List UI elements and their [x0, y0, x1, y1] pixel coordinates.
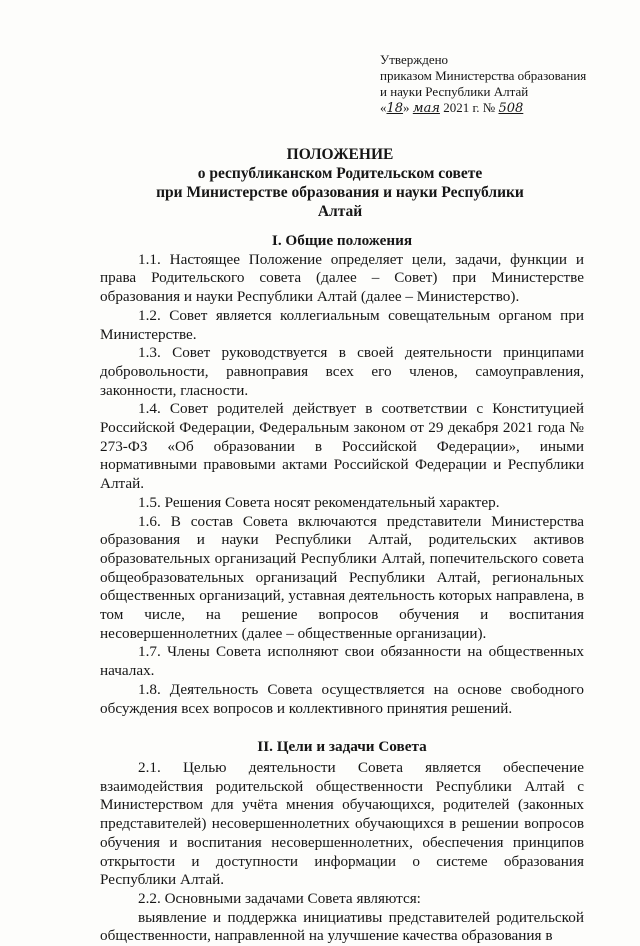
paragraph-1-8: 1.8. Деятельность Совета осуществляется на основе свободного обсуждения всех вопросов и коллективного принятия решений. — [100, 680, 584, 717]
date-quote-open: « — [380, 100, 387, 115]
paragraph-1-7: 1.7. Члены Совета исполняют свои обязанности на общественных началах. — [100, 643, 584, 680]
approval-stamp — [380, 52, 586, 117]
paragraph-1-5: 1.5. Решения Совета носят рекомендательный характер. — [138, 493, 500, 511]
document-title — [100, 145, 580, 221]
date-month-handwritten: мая — [412, 101, 440, 116]
approval-line-3: и науки Республики Алтай — [380, 84, 529, 99]
title-line-3: при Министерстве образования и науки Республики — [156, 184, 524, 201]
document-body — [100, 232, 584, 946]
date-quote-close: » — [403, 100, 410, 115]
approval-date-line — [380, 100, 586, 117]
approval-line-2: приказом Министерства образования — [380, 68, 587, 83]
order-number-handwritten: 508 — [498, 101, 524, 116]
paragraph-2-2: 2.2. Основными задачами Совета являются: — [138, 889, 421, 907]
paragraph-2-3: выявление и поддержка инициативы представителей родительской общественности, направленной на улучшение качества образования в — [100, 908, 584, 945]
date-day-handwritten: 18 — [386, 101, 404, 116]
paragraph-2-1: 2.1. Целью деятельности Совета является обеспечение взаимодействия родительской общественности Республики Алтай с Министерством для учёта мнения обучающихся, родителей (законных представителей) несовершеннолетних обучающихся в решении вопросов обучения и воспитания несовершеннолетних, обеспечения принципов открытости и доступности информации о системе образования Республики Алтай. — [100, 758, 584, 889]
title-line-4: Алтай — [317, 203, 363, 220]
paragraph-1-1: 1.1. Настоящее Положение определяет цели, задачи, функции и права Родительского совета (далее – Совет) при Министерстве образования и науки Республики Алтай (далее – Министерство). — [100, 250, 584, 306]
date-year: 2021 г. № — [443, 100, 496, 115]
title-line-1: ПОЛОЖЕНИЕ — [286, 146, 394, 163]
paragraph-1-4: 1.4. Совет родителей действует в соответствии с Конституцией Российской Федерации, Федеральным законом от 29 декабря 2021 года № 273-ФЗ «Об образовании в Российской Федерации», иными нормативными правовыми актами Российской Федерации и Республики Алтай. — [100, 400, 584, 493]
paragraph-1-2: 1.2. Совет является коллегиальным совещательным органом при Министерстве. — [100, 306, 584, 343]
section-1-heading: I. Общие положения — [271, 232, 413, 249]
section-2-heading: II. Цели и задачи Совета — [257, 738, 427, 756]
paragraph-1-6: 1.6. В состав Совета включаются представители Министерства образования и науки Республики Алтай, родительских активов образовательных организаций Республики Алтай, попечительского совета общеобразовательных организаций Республики Алтай, региональных общественных организаций, уставная деятельность которых направлена, в том числе, на решение вопросов обучения и воспитания несовершеннолетних (далее – общественные организации). — [100, 512, 584, 642]
title-line-2: о республиканском Родительском совете — [197, 165, 483, 182]
approval-line-1: Утверждено — [380, 52, 449, 67]
paragraph-1-3: 1.3. Совет руководствуется в своей деятельности принципами добровольности, равноправия всех его членов, самоуправления, законности, гласности. — [100, 344, 584, 399]
